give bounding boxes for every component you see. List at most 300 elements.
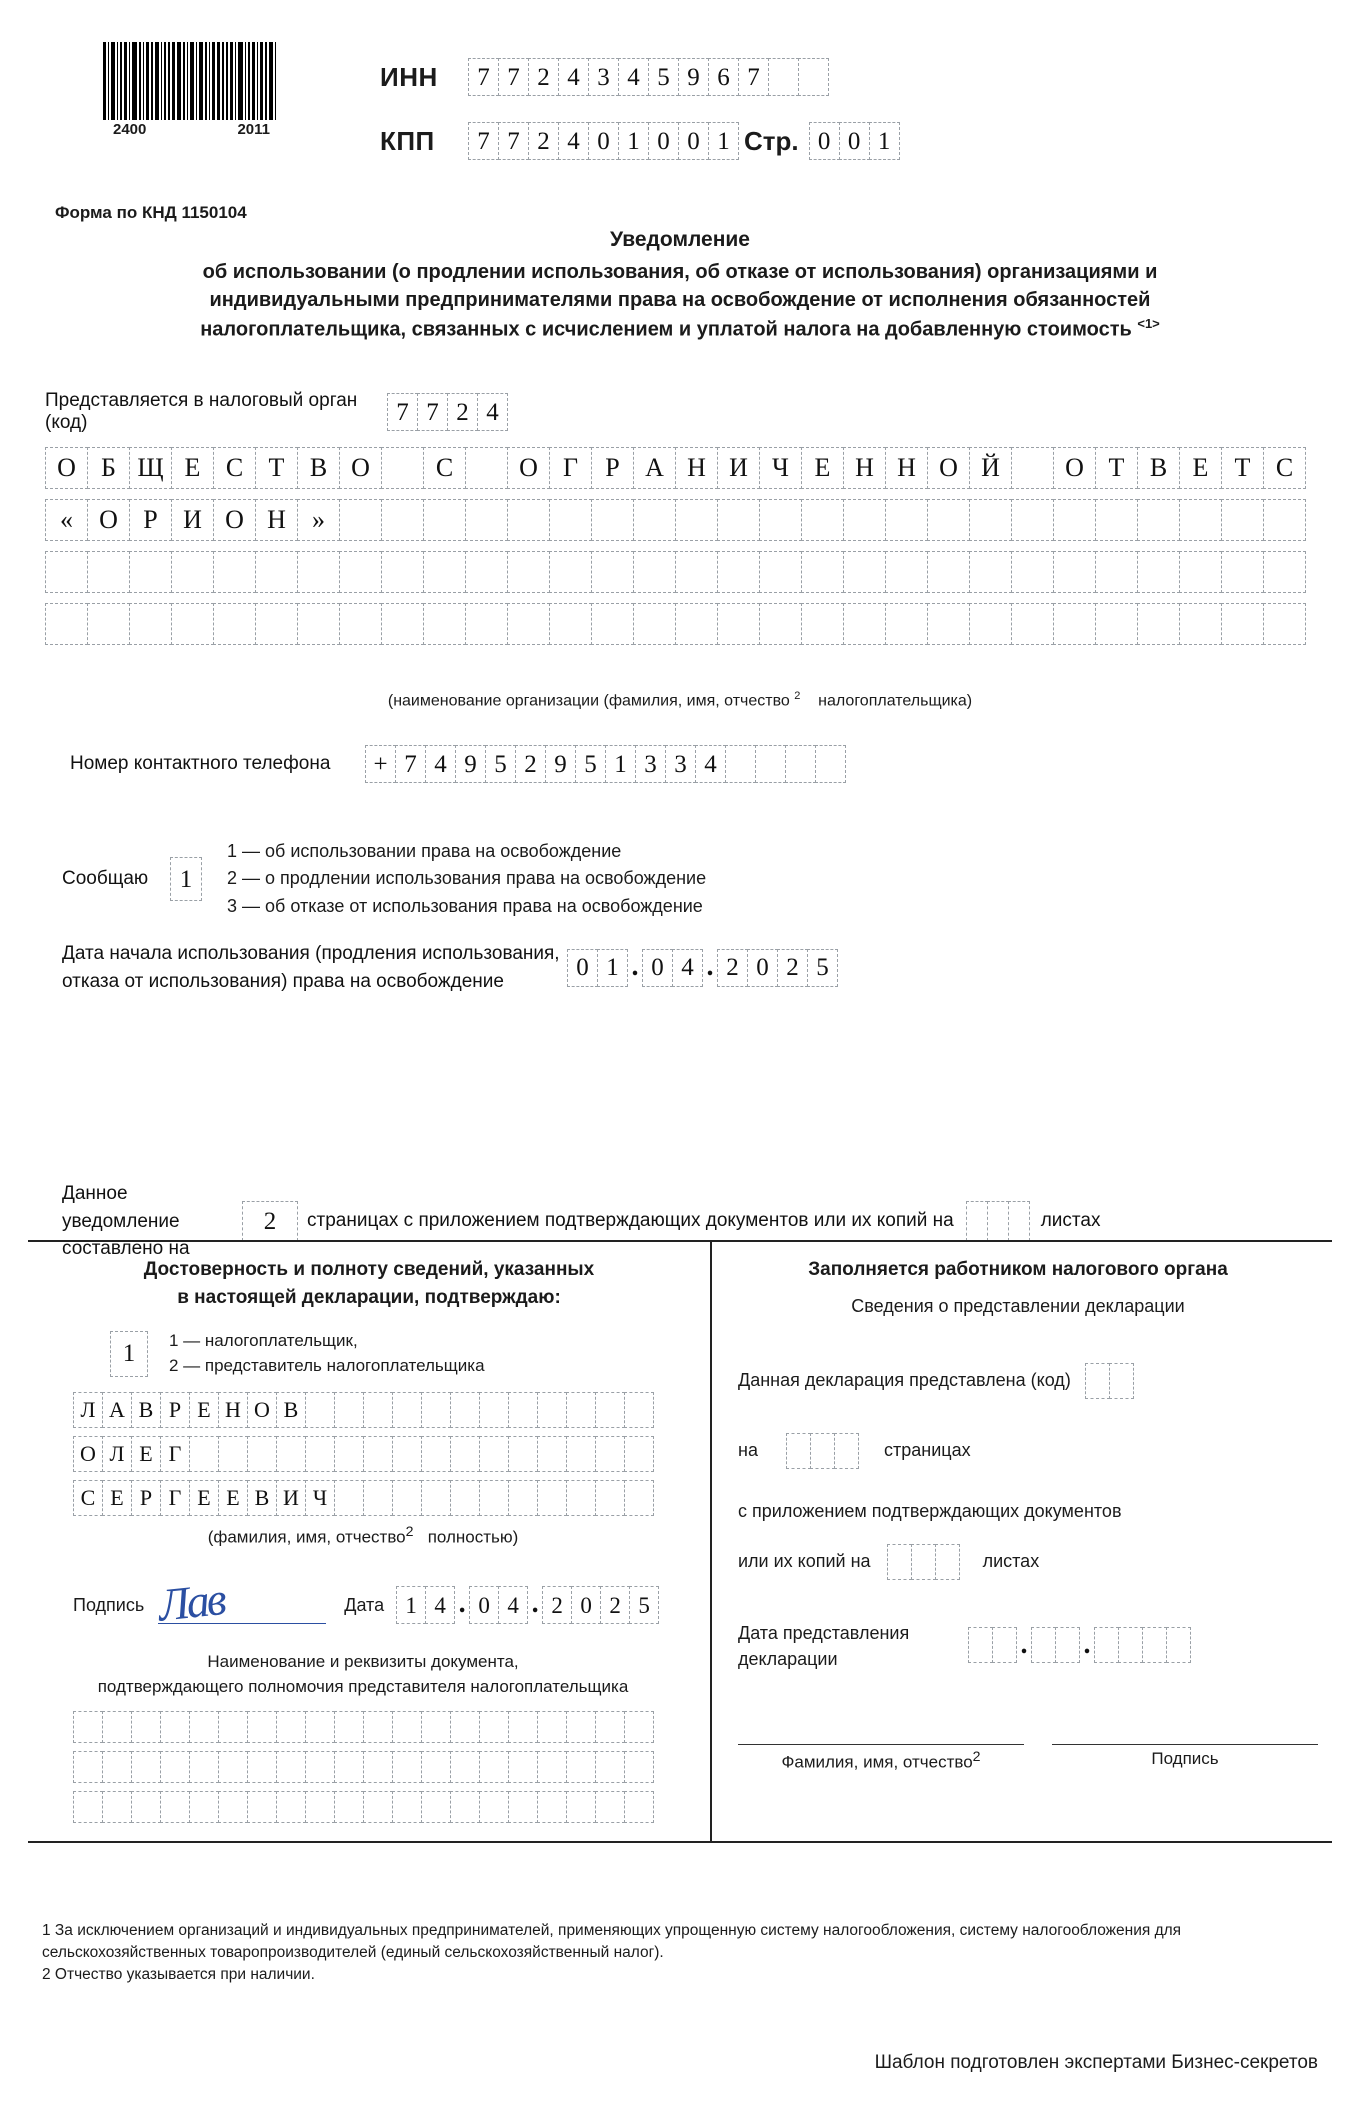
page-number-field[interactable] bbox=[809, 122, 899, 160]
input-cell[interactable] bbox=[911, 1544, 936, 1580]
pages-count-field[interactable] bbox=[242, 1201, 297, 1241]
input-cell[interactable] bbox=[717, 499, 760, 541]
input-cell[interactable]: Т bbox=[1221, 447, 1264, 489]
input-cell[interactable] bbox=[927, 603, 970, 645]
input-cell[interactable] bbox=[801, 603, 844, 645]
input-cell[interactable] bbox=[339, 603, 382, 645]
input-cell[interactable] bbox=[786, 1433, 811, 1469]
input-cell[interactable]: Ч bbox=[305, 1480, 335, 1516]
input-cell[interactable]: Е bbox=[1179, 447, 1222, 489]
input-cell[interactable] bbox=[885, 603, 928, 645]
input-cell[interactable] bbox=[334, 1751, 364, 1783]
input-cell[interactable] bbox=[363, 1392, 393, 1428]
input-cell[interactable] bbox=[798, 58, 829, 96]
input-cell[interactable] bbox=[927, 551, 970, 593]
authority-document-field[interactable] bbox=[73, 1711, 710, 1823]
input-cell[interactable]: Щ bbox=[129, 447, 172, 489]
input-cell[interactable] bbox=[1263, 499, 1306, 541]
input-cell[interactable] bbox=[887, 1544, 912, 1580]
input-cell[interactable]: 7 bbox=[738, 58, 769, 96]
input-cell[interactable]: 3 bbox=[588, 58, 619, 96]
input-cell[interactable]: 1 bbox=[708, 122, 739, 160]
input-cell[interactable]: О bbox=[1053, 447, 1096, 489]
input-cell[interactable] bbox=[218, 1711, 248, 1743]
input-cell[interactable] bbox=[624, 1751, 654, 1783]
input-cell[interactable] bbox=[1031, 1627, 1056, 1663]
input-cell[interactable] bbox=[1094, 1627, 1119, 1663]
input-cell[interactable]: 1 bbox=[597, 949, 628, 987]
input-cell[interactable] bbox=[507, 603, 550, 645]
input-cell[interactable] bbox=[479, 1791, 509, 1823]
tax-organ-code-field[interactable] bbox=[387, 393, 507, 431]
input-cell[interactable]: Е bbox=[801, 447, 844, 489]
input-cell[interactable]: О bbox=[339, 447, 382, 489]
input-cell[interactable]: С bbox=[1263, 447, 1306, 489]
input-cell[interactable] bbox=[843, 551, 886, 593]
input-cell[interactable]: 1 bbox=[618, 122, 649, 160]
input-cell[interactable]: « bbox=[45, 499, 88, 541]
organization-name-field[interactable] bbox=[45, 447, 1305, 655]
input-cell[interactable] bbox=[423, 499, 466, 541]
input-cell[interactable] bbox=[717, 603, 760, 645]
input-cell[interactable]: С bbox=[423, 447, 466, 489]
input-cell[interactable] bbox=[102, 1791, 132, 1823]
input-cell[interactable] bbox=[537, 1480, 567, 1516]
input-cell[interactable] bbox=[1109, 1363, 1134, 1399]
input-cell[interactable]: 1 bbox=[170, 857, 202, 901]
input-cell[interactable] bbox=[755, 745, 786, 783]
input-cell[interactable]: 5 bbox=[648, 58, 679, 96]
input-cell[interactable]: 0 bbox=[678, 122, 709, 160]
input-cell[interactable] bbox=[276, 1791, 306, 1823]
input-cell[interactable] bbox=[591, 551, 634, 593]
official-pages-field[interactable] bbox=[786, 1433, 858, 1469]
input-cell[interactable]: » bbox=[297, 499, 340, 541]
input-cell[interactable] bbox=[992, 1627, 1017, 1663]
input-cell[interactable] bbox=[305, 1392, 335, 1428]
notify-code-field[interactable] bbox=[170, 857, 201, 901]
input-cell[interactable]: С bbox=[73, 1480, 103, 1516]
input-cell[interactable] bbox=[334, 1791, 364, 1823]
input-cell[interactable]: О bbox=[507, 447, 550, 489]
input-cell[interactable]: 4 bbox=[618, 58, 649, 96]
input-cell[interactable] bbox=[131, 1711, 161, 1743]
input-cell[interactable] bbox=[305, 1436, 335, 1472]
input-cell[interactable] bbox=[423, 603, 466, 645]
input-cell[interactable]: 1 bbox=[396, 1586, 426, 1624]
input-cell[interactable] bbox=[633, 551, 676, 593]
input-cell[interactable] bbox=[633, 603, 676, 645]
input-cell[interactable]: Е bbox=[189, 1480, 219, 1516]
input-cell[interactable] bbox=[1085, 1363, 1110, 1399]
input-cell[interactable] bbox=[421, 1392, 451, 1428]
input-cell[interactable] bbox=[421, 1480, 451, 1516]
input-cell[interactable]: Е bbox=[131, 1436, 161, 1472]
input-cell[interactable]: Р bbox=[160, 1392, 190, 1428]
input-cell[interactable] bbox=[966, 1201, 988, 1241]
input-cell[interactable] bbox=[363, 1436, 393, 1472]
input-cell[interactable] bbox=[507, 551, 550, 593]
input-cell[interactable] bbox=[218, 1791, 248, 1823]
input-cell[interactable] bbox=[1221, 499, 1264, 541]
input-cell[interactable] bbox=[675, 551, 718, 593]
input-cell[interactable]: 4 bbox=[695, 745, 726, 783]
input-cell[interactable] bbox=[1221, 603, 1264, 645]
input-cell[interactable]: А bbox=[633, 447, 676, 489]
input-cell[interactable] bbox=[1137, 603, 1180, 645]
input-cell[interactable] bbox=[87, 551, 130, 593]
input-cell[interactable] bbox=[160, 1711, 190, 1743]
input-cell[interactable] bbox=[566, 1392, 596, 1428]
name-row[interactable] bbox=[73, 1480, 710, 1516]
input-cell[interactable] bbox=[129, 603, 172, 645]
input-cell[interactable] bbox=[421, 1751, 451, 1783]
input-cell[interactable] bbox=[1263, 551, 1306, 593]
kpp-field[interactable] bbox=[468, 122, 738, 160]
input-cell[interactable]: 0 bbox=[839, 122, 870, 160]
input-cell[interactable] bbox=[624, 1392, 654, 1428]
start-date-field[interactable] bbox=[567, 949, 837, 987]
input-cell[interactable]: И bbox=[171, 499, 214, 541]
input-cell[interactable]: 0 bbox=[469, 1586, 499, 1624]
input-cell[interactable]: 3 bbox=[635, 745, 666, 783]
input-cell[interactable] bbox=[160, 1791, 190, 1823]
input-cell[interactable]: В bbox=[247, 1480, 277, 1516]
input-cell[interactable]: Г bbox=[160, 1480, 190, 1516]
input-cell[interactable]: 6 bbox=[708, 58, 739, 96]
input-cell[interactable] bbox=[508, 1711, 538, 1743]
input-cell[interactable] bbox=[45, 551, 88, 593]
input-cell[interactable]: Т bbox=[255, 447, 298, 489]
organization-name-row[interactable] bbox=[45, 551, 1305, 593]
input-cell[interactable] bbox=[479, 1711, 509, 1743]
input-cell[interactable] bbox=[276, 1436, 306, 1472]
input-cell[interactable]: Р bbox=[131, 1480, 161, 1516]
input-cell[interactable]: 0 bbox=[567, 949, 598, 987]
input-cell[interactable] bbox=[479, 1480, 509, 1516]
input-cell[interactable] bbox=[102, 1751, 132, 1783]
input-cell[interactable] bbox=[1011, 551, 1054, 593]
input-cell[interactable] bbox=[297, 551, 340, 593]
input-cell[interactable] bbox=[508, 1480, 538, 1516]
authority-document-row[interactable] bbox=[73, 1751, 710, 1783]
input-cell[interactable]: 2 bbox=[515, 745, 546, 783]
input-cell[interactable] bbox=[247, 1791, 277, 1823]
input-cell[interactable] bbox=[297, 603, 340, 645]
input-cell[interactable]: 5 bbox=[485, 745, 516, 783]
input-cell[interactable]: Т bbox=[1095, 447, 1138, 489]
input-cell[interactable] bbox=[102, 1711, 132, 1743]
input-cell[interactable] bbox=[549, 551, 592, 593]
input-cell[interactable]: Л bbox=[102, 1436, 132, 1472]
input-cell[interactable] bbox=[255, 551, 298, 593]
input-cell[interactable]: 4 bbox=[558, 122, 589, 160]
input-cell[interactable]: 4 bbox=[672, 949, 703, 987]
input-cell[interactable] bbox=[479, 1392, 509, 1428]
input-cell[interactable] bbox=[423, 551, 466, 593]
input-cell[interactable] bbox=[759, 551, 802, 593]
input-cell[interactable]: 5 bbox=[807, 949, 838, 987]
input-cell[interactable] bbox=[381, 551, 424, 593]
input-cell[interactable] bbox=[801, 499, 844, 541]
input-cell[interactable] bbox=[189, 1711, 219, 1743]
input-cell[interactable] bbox=[834, 1433, 859, 1469]
input-cell[interactable]: 7 bbox=[498, 122, 529, 160]
input-cell[interactable] bbox=[537, 1791, 567, 1823]
input-cell[interactable] bbox=[624, 1480, 654, 1516]
input-cell[interactable] bbox=[935, 1544, 960, 1580]
signature-date-field[interactable] bbox=[396, 1586, 658, 1624]
input-cell[interactable] bbox=[171, 603, 214, 645]
input-cell[interactable] bbox=[1008, 1201, 1030, 1241]
input-cell[interactable]: Н bbox=[218, 1392, 248, 1428]
input-cell[interactable]: 5 bbox=[629, 1586, 659, 1624]
input-cell[interactable] bbox=[537, 1436, 567, 1472]
input-cell[interactable] bbox=[450, 1392, 480, 1428]
input-cell[interactable]: В bbox=[276, 1392, 306, 1428]
input-cell[interactable]: 4 bbox=[498, 1586, 528, 1624]
representative-name-field[interactable] bbox=[73, 1392, 710, 1516]
input-cell[interactable] bbox=[759, 499, 802, 541]
input-cell[interactable] bbox=[595, 1436, 625, 1472]
input-cell[interactable] bbox=[624, 1436, 654, 1472]
input-cell[interactable] bbox=[392, 1436, 422, 1472]
input-cell[interactable]: Ч bbox=[759, 447, 802, 489]
input-cell[interactable]: А bbox=[102, 1392, 132, 1428]
input-cell[interactable]: О bbox=[247, 1392, 277, 1428]
input-cell[interactable] bbox=[785, 745, 816, 783]
input-cell[interactable] bbox=[595, 1751, 625, 1783]
input-cell[interactable] bbox=[1053, 499, 1096, 541]
input-cell[interactable]: 9 bbox=[545, 745, 576, 783]
input-cell[interactable]: Б bbox=[87, 447, 130, 489]
name-row[interactable] bbox=[73, 1392, 710, 1428]
official-sheets-field[interactable] bbox=[887, 1544, 959, 1580]
input-cell[interactable] bbox=[1118, 1627, 1143, 1663]
input-cell[interactable]: 3 bbox=[665, 745, 696, 783]
input-cell[interactable] bbox=[339, 551, 382, 593]
input-cell[interactable] bbox=[768, 58, 799, 96]
input-cell[interactable] bbox=[479, 1751, 509, 1783]
input-cell[interactable] bbox=[591, 603, 634, 645]
signature-mark-wrap[interactable] bbox=[156, 1570, 326, 1631]
input-cell[interactable] bbox=[624, 1791, 654, 1823]
input-cell[interactable]: + bbox=[365, 745, 396, 783]
input-cell[interactable] bbox=[213, 603, 256, 645]
input-cell[interactable]: С bbox=[213, 447, 256, 489]
input-cell[interactable] bbox=[675, 499, 718, 541]
input-cell[interactable] bbox=[73, 1711, 103, 1743]
input-cell[interactable]: 0 bbox=[747, 949, 778, 987]
input-cell[interactable]: 1 bbox=[869, 122, 900, 160]
input-cell[interactable] bbox=[339, 499, 382, 541]
input-cell[interactable]: 4 bbox=[558, 58, 589, 96]
input-cell[interactable] bbox=[218, 1751, 248, 1783]
input-cell[interactable] bbox=[969, 603, 1012, 645]
organization-name-row[interactable] bbox=[45, 499, 1305, 541]
input-cell[interactable] bbox=[450, 1751, 480, 1783]
input-cell[interactable] bbox=[801, 551, 844, 593]
input-cell[interactable] bbox=[1011, 447, 1054, 489]
input-cell[interactable] bbox=[1137, 499, 1180, 541]
input-cell[interactable]: О bbox=[213, 499, 256, 541]
input-cell[interactable] bbox=[392, 1791, 422, 1823]
input-cell[interactable]: 0 bbox=[642, 949, 673, 987]
input-cell[interactable]: 2 bbox=[777, 949, 808, 987]
input-cell[interactable] bbox=[987, 1201, 1009, 1241]
input-cell[interactable] bbox=[450, 1480, 480, 1516]
input-cell[interactable]: 0 bbox=[588, 122, 619, 160]
input-cell[interactable] bbox=[885, 499, 928, 541]
input-cell[interactable] bbox=[717, 551, 760, 593]
input-cell[interactable] bbox=[171, 551, 214, 593]
input-cell[interactable] bbox=[537, 1392, 567, 1428]
input-cell[interactable]: Е bbox=[102, 1480, 132, 1516]
input-cell[interactable] bbox=[595, 1480, 625, 1516]
input-cell[interactable]: И bbox=[717, 447, 760, 489]
input-cell[interactable]: 1 bbox=[605, 745, 636, 783]
input-cell[interactable] bbox=[450, 1436, 480, 1472]
input-cell[interactable] bbox=[1142, 1627, 1167, 1663]
input-cell[interactable]: 7 bbox=[468, 58, 499, 96]
input-cell[interactable] bbox=[566, 1480, 596, 1516]
input-cell[interactable] bbox=[479, 1436, 509, 1472]
input-cell[interactable] bbox=[334, 1436, 364, 1472]
input-cell[interactable]: О bbox=[45, 447, 88, 489]
input-cell[interactable] bbox=[591, 499, 634, 541]
input-cell[interactable] bbox=[810, 1433, 835, 1469]
input-cell[interactable] bbox=[1011, 603, 1054, 645]
input-cell[interactable]: Н bbox=[885, 447, 928, 489]
input-cell[interactable]: 0 bbox=[809, 122, 840, 160]
input-cell[interactable]: В bbox=[297, 447, 340, 489]
input-cell[interactable] bbox=[73, 1791, 103, 1823]
input-cell[interactable] bbox=[392, 1751, 422, 1783]
organization-name-row[interactable] bbox=[45, 447, 1305, 489]
input-cell[interactable] bbox=[392, 1711, 422, 1743]
input-cell[interactable]: И bbox=[276, 1480, 306, 1516]
input-cell[interactable] bbox=[129, 551, 172, 593]
input-cell[interactable] bbox=[566, 1711, 596, 1743]
input-cell[interactable] bbox=[595, 1711, 625, 1743]
input-cell[interactable]: О bbox=[73, 1436, 103, 1472]
input-cell[interactable] bbox=[566, 1791, 596, 1823]
input-cell[interactable]: О bbox=[927, 447, 970, 489]
input-cell[interactable]: Н bbox=[843, 447, 886, 489]
input-cell[interactable] bbox=[843, 499, 886, 541]
input-cell[interactable]: 7 bbox=[498, 58, 529, 96]
phone-field[interactable] bbox=[365, 745, 845, 783]
input-cell[interactable]: Р bbox=[591, 447, 634, 489]
input-cell[interactable] bbox=[549, 603, 592, 645]
input-cell[interactable] bbox=[927, 499, 970, 541]
input-cell[interactable] bbox=[392, 1392, 422, 1428]
input-cell[interactable] bbox=[1011, 499, 1054, 541]
input-cell[interactable] bbox=[189, 1436, 219, 1472]
input-cell[interactable] bbox=[381, 499, 424, 541]
input-cell[interactable]: 4 bbox=[425, 745, 456, 783]
input-cell[interactable]: 2 bbox=[447, 393, 478, 431]
input-cell[interactable] bbox=[968, 1627, 993, 1663]
input-cell[interactable] bbox=[1095, 499, 1138, 541]
input-cell[interactable] bbox=[725, 745, 756, 783]
submitted-code-field[interactable] bbox=[1085, 1363, 1133, 1399]
confirm-code-field[interactable] bbox=[110, 1331, 147, 1377]
input-cell[interactable] bbox=[566, 1436, 596, 1472]
input-cell[interactable] bbox=[595, 1392, 625, 1428]
input-cell[interactable] bbox=[131, 1791, 161, 1823]
input-cell[interactable]: 4 bbox=[477, 393, 508, 431]
input-cell[interactable] bbox=[421, 1436, 451, 1472]
input-cell[interactable] bbox=[508, 1392, 538, 1428]
input-cell[interactable] bbox=[276, 1711, 306, 1743]
input-cell[interactable]: 4 bbox=[425, 1586, 455, 1624]
input-cell[interactable] bbox=[508, 1436, 538, 1472]
input-cell[interactable]: 7 bbox=[395, 745, 426, 783]
sheets-count-field[interactable] bbox=[966, 1201, 1029, 1241]
input-cell[interactable] bbox=[1179, 551, 1222, 593]
input-cell[interactable] bbox=[675, 603, 718, 645]
input-cell[interactable]: Е bbox=[189, 1392, 219, 1428]
official-date-field[interactable] bbox=[968, 1627, 1190, 1665]
input-cell[interactable] bbox=[363, 1480, 393, 1516]
input-cell[interactable]: 2 bbox=[528, 58, 559, 96]
input-cell[interactable] bbox=[160, 1751, 190, 1783]
input-cell[interactable] bbox=[465, 551, 508, 593]
input-cell[interactable] bbox=[247, 1751, 277, 1783]
input-cell[interactable] bbox=[969, 551, 1012, 593]
input-cell[interactable] bbox=[843, 603, 886, 645]
input-cell[interactable] bbox=[218, 1436, 248, 1472]
input-cell[interactable] bbox=[465, 603, 508, 645]
input-cell[interactable] bbox=[759, 603, 802, 645]
input-cell[interactable] bbox=[595, 1791, 625, 1823]
input-cell[interactable] bbox=[334, 1392, 364, 1428]
input-cell[interactable] bbox=[450, 1711, 480, 1743]
input-cell[interactable]: 0 bbox=[571, 1586, 601, 1624]
input-cell[interactable] bbox=[363, 1711, 393, 1743]
input-cell[interactable] bbox=[1221, 551, 1264, 593]
input-cell[interactable] bbox=[465, 447, 508, 489]
input-cell[interactable] bbox=[507, 499, 550, 541]
input-cell[interactable] bbox=[508, 1751, 538, 1783]
organization-name-row[interactable] bbox=[45, 603, 1305, 645]
input-cell[interactable]: Е bbox=[218, 1480, 248, 1516]
input-cell[interactable] bbox=[381, 447, 424, 489]
input-cell[interactable] bbox=[1166, 1627, 1191, 1663]
input-cell[interactable] bbox=[465, 499, 508, 541]
input-cell[interactable]: 7 bbox=[387, 393, 418, 431]
input-cell[interactable] bbox=[73, 1751, 103, 1783]
input-cell[interactable]: 5 bbox=[575, 745, 606, 783]
input-cell[interactable] bbox=[247, 1711, 277, 1743]
input-cell[interactable]: Р bbox=[129, 499, 172, 541]
input-cell[interactable] bbox=[247, 1436, 277, 1472]
input-cell[interactable] bbox=[1179, 499, 1222, 541]
input-cell[interactable] bbox=[189, 1791, 219, 1823]
input-cell[interactable] bbox=[363, 1791, 393, 1823]
input-cell[interactable] bbox=[381, 603, 424, 645]
input-cell[interactable] bbox=[305, 1751, 335, 1783]
input-cell[interactable]: 9 bbox=[455, 745, 486, 783]
input-cell[interactable] bbox=[45, 603, 88, 645]
input-cell[interactable]: Г bbox=[160, 1436, 190, 1472]
input-cell[interactable]: Г bbox=[549, 447, 592, 489]
input-cell[interactable] bbox=[334, 1711, 364, 1743]
input-cell[interactable]: 1 bbox=[110, 1331, 148, 1377]
input-cell[interactable]: 2 bbox=[542, 1586, 572, 1624]
input-cell[interactable]: В bbox=[1137, 447, 1180, 489]
